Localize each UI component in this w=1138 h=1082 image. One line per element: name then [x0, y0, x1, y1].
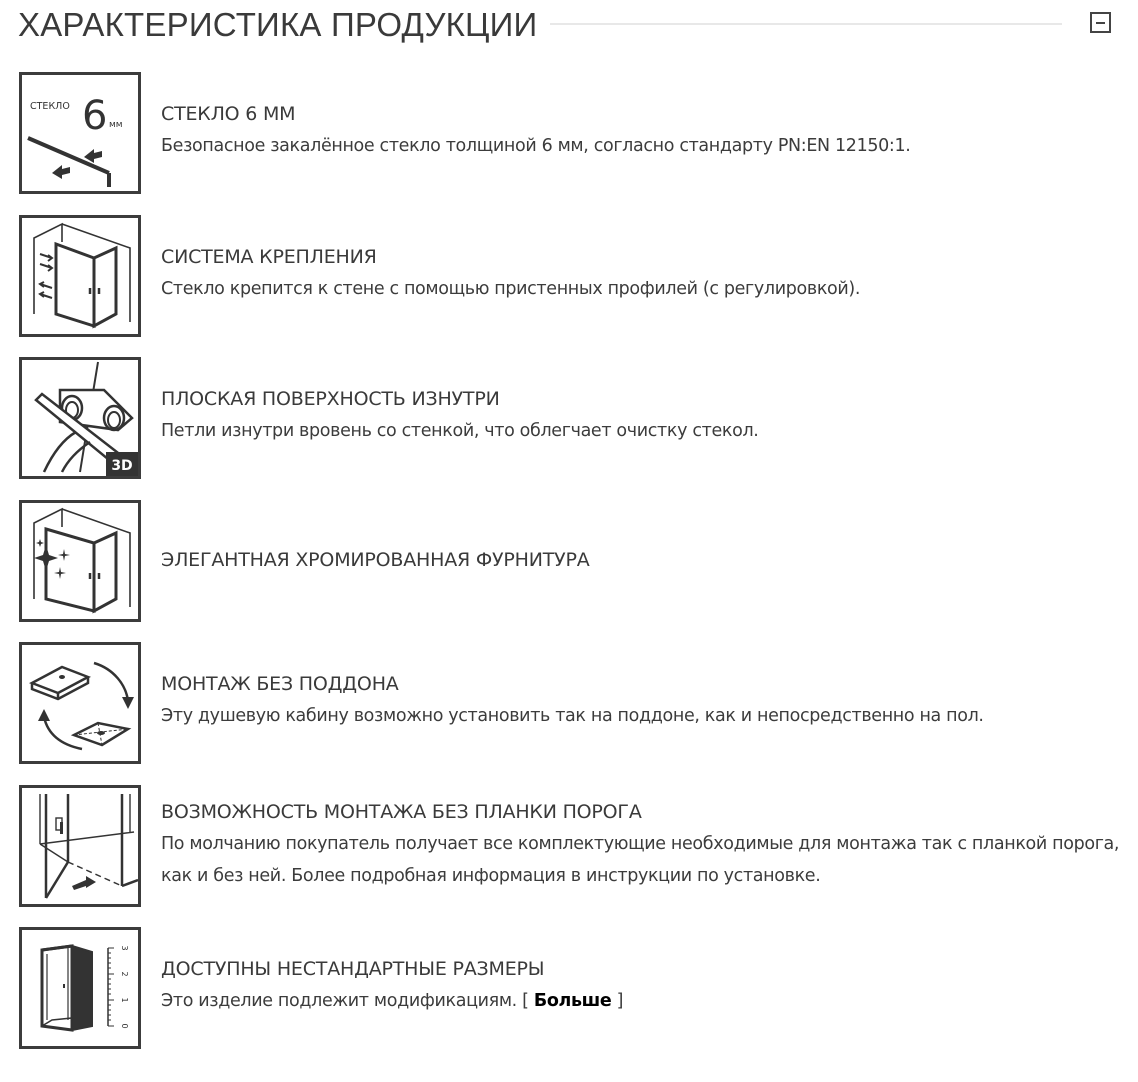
feature-item	[19, 215, 1119, 339]
feature-title: ДОСТУПНЫ НЕСТАНДАРТНЫЕ РАЗМЕРЫ	[161, 958, 545, 980]
feature-description: По молчанию покупатель получает все комплектующие необходимые для монтажа так с планкой порога, как и без ней. Более подробная информация в инструкции по установке.	[161, 834, 1120, 886]
ruler-label: 1	[120, 997, 129, 1003]
feature-item	[19, 785, 1119, 909]
icon-label: СТЕКЛО	[30, 101, 70, 112]
feature-description: Петли изнутри вровень со стенкой, что облегчает очистку стекол.	[161, 421, 759, 441]
feature-description: Стекло крепится к стене с помощью пристенных профилей (с регулировкой).	[161, 279, 861, 299]
feature-item	[19, 642, 1119, 766]
feature-item	[19, 927, 1119, 1051]
header-divider	[550, 23, 1062, 25]
link-bracket-open: [	[522, 991, 529, 1011]
ruler-label: 2	[120, 971, 129, 977]
feature-item	[19, 500, 1119, 624]
without-threshold-icon	[19, 785, 141, 907]
link-bracket-close: ]	[616, 991, 624, 1011]
icon-badge: 3D	[111, 458, 133, 474]
section-header	[18, 0, 1120, 50]
more-link[interactable]: Больше	[533, 991, 612, 1011]
feature-title: МОНТАЖ БЕЗ ПОДДОНА	[161, 673, 399, 695]
ruler-label: 0	[120, 1023, 129, 1029]
feature-title: СТЕКЛО 6 ММ	[161, 103, 296, 125]
flat-surface-hinge-icon	[19, 357, 141, 479]
icon-unit: мм	[109, 120, 123, 130]
ruler-ticks	[108, 948, 114, 1026]
custom-sizes-icon	[19, 927, 141, 1049]
feature-item	[19, 72, 1119, 196]
feature-description-text: Это изделие подлежит модификациям.	[161, 991, 517, 1011]
feature-description: Эту душевую кабину возможно установить так на поддоне, как и непосредственно на пол.	[161, 706, 984, 726]
feature-title: ЭЛЕГАНТНАЯ ХРОМИРОВАННАЯ ФУРНИТУРА	[161, 549, 590, 571]
collapse-button[interactable]	[1090, 12, 1111, 33]
mounting-system-icon	[19, 215, 141, 337]
feature-description: Безопасное закалённое стекло толщиной 6 мм, согласно стандарту PN:EN 12150:1.	[161, 136, 911, 156]
feature-description	[161, 985, 1121, 1017]
feature-title: ПЛОСКАЯ ПОВЕРХНОСТЬ ИЗНУТРИ	[161, 388, 500, 410]
feature-item	[19, 357, 1119, 481]
icon-number: 6	[82, 93, 108, 139]
ruler-label: 3	[120, 945, 129, 951]
section-title: ХАРАКТЕРИСТИКА ПРОДУКЦИИ	[18, 6, 538, 43]
feature-title: СИСТЕМА КРЕПЛЕНИЯ	[161, 246, 377, 268]
chrome-fittings-icon	[19, 500, 141, 622]
glass-6mm-icon	[19, 72, 141, 194]
install-without-tray-icon	[19, 642, 141, 764]
feature-title: ВОЗМОЖНОСТЬ МОНТАЖА БЕЗ ПЛАНКИ ПОРОГА	[161, 801, 642, 823]
